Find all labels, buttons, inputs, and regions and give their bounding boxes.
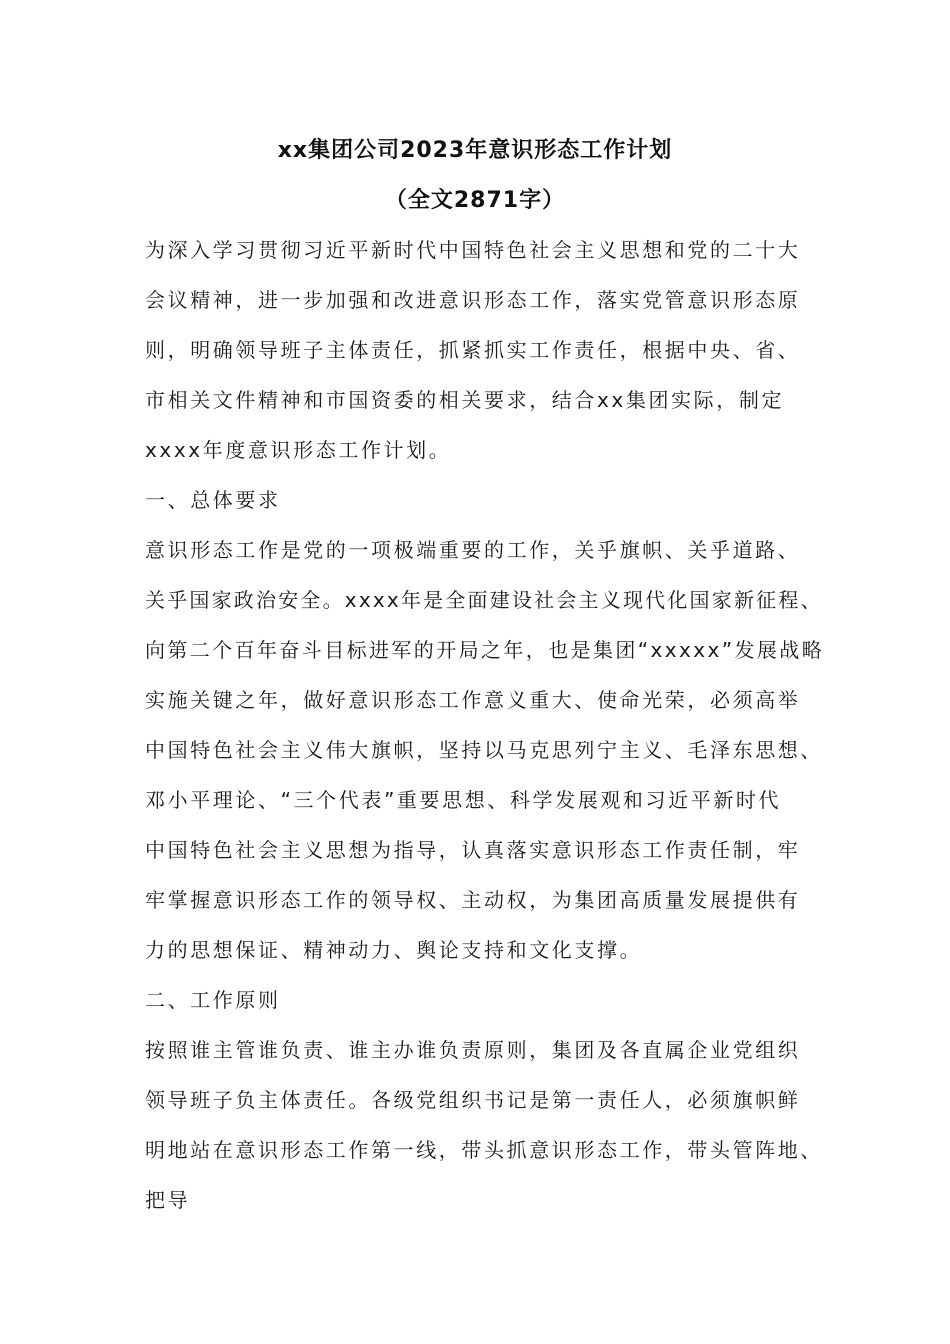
- body-line: 意识形态工作是党的一项极端重要的工作，关乎旗帜、关乎道路、: [145, 538, 801, 562]
- body-line: 领导班子负主体责任。各级党组织书记是第一责任人，必须旗帜鲜: [145, 1088, 801, 1112]
- body-line: 邓小平理论、“三个代表”重要思想、科学发展观和习近平新时代: [145, 788, 782, 812]
- document-body: [145, 225, 825, 1225]
- body-line: 会议精神，进一步加强和改进意识形态工作，落实党管意识形态原: [145, 288, 801, 312]
- body-line: 明地站在意识形态工作第一线，带头抓意识形态工作，带头管阵地、: [145, 1138, 823, 1162]
- body-line: 中国特色社会主义伟大旗帜，坚持以马克思列宁主义、毛泽东思想、: [145, 738, 823, 762]
- body-line: 则，明确领导班子主体责任，抓紧抓实工作责任，根据中央、省、: [145, 338, 801, 362]
- body-line: 市相关文件精神和市国资委的相关要求，结合xx集团实际，制定: [145, 388, 785, 412]
- body-line: 关乎国家政治安全。xxxx年是全面建设社会主义现代化国家新征程、: [145, 588, 823, 612]
- section-heading: 一、总体要求: [145, 488, 281, 512]
- body-line: 中国特色社会主义思想为指导，认真落实意识形态工作责任制，牢: [145, 838, 801, 862]
- document-subtitle: （全文2871字）: [384, 188, 566, 213]
- body-line: 按照谁主管谁负责、谁主办谁负责原则，集团及各直属企业党组织: [145, 1038, 801, 1062]
- body-line: 力的思想保证、精神动力、舆论支持和文化支撑。: [145, 938, 643, 962]
- document-title: xx集团公司2023年意识形态工作计划: [277, 138, 673, 163]
- body-line: 把导: [145, 1188, 191, 1212]
- body-line: 牢掌握意识形态工作的领导权、主动权，为集团高质量发展提供有: [145, 888, 801, 912]
- section-heading: 二、工作原则: [145, 988, 281, 1012]
- body-line: 为深入学习贯彻习近平新时代中国特色社会主义思想和党的二十大: [145, 238, 801, 262]
- body-line: 向第二个百年奋斗目标进军的开局之年，也是集团“xxxxx”发展战略: [145, 638, 825, 662]
- body-line: xxxx年度意识形态工作计划。: [145, 438, 452, 462]
- body-line: 实施关键之年，做好意识形态工作意义重大、使命光荣，必须高举: [145, 688, 801, 712]
